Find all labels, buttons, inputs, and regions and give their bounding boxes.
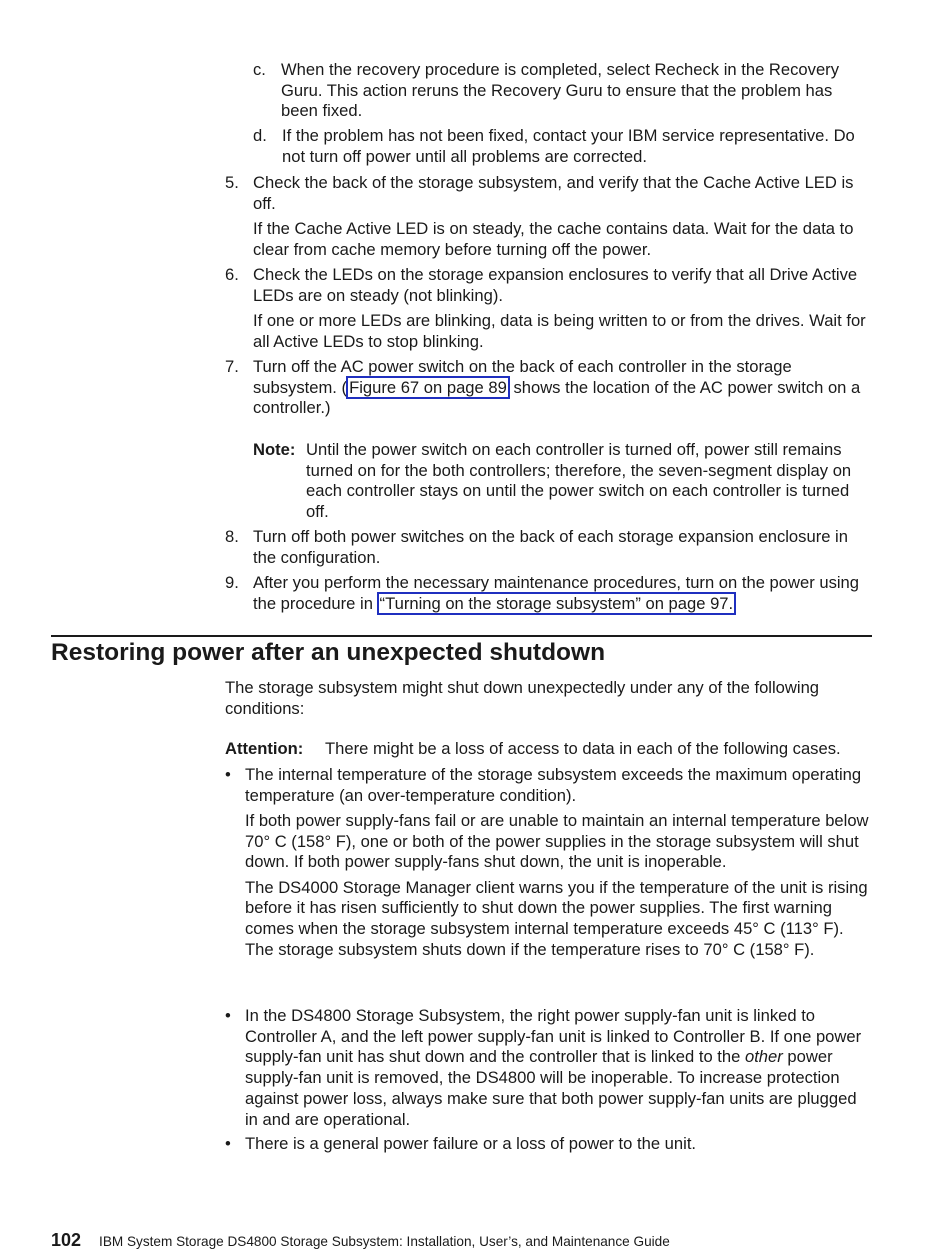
attention-label: Attention: — [225, 739, 304, 758]
step-text: Check the LEDs on the storage expansion enclosures to verify that all Drive Active LEDs are on steady (not blinking). — [253, 265, 858, 305]
intro-text: The storage subsystem might shut down unexpectedly under any of the following conditions: — [225, 678, 820, 718]
step-text: Check the back of the storage subsystem, and verify that the Cache Active LED is off. — [253, 173, 854, 213]
bullet-text: In the DS4800 Storage Subsystem, the right power supply-fan unit is linked to Controller A, and the left power supply-fan unit is linked to Controller B. If one power supply-fan unit has shut down and the controller that is linked to the other power supply-fan unit is removed, the DS4800 will be inoperable. To increase protection against power loss, always make sure that both power supply-fan units are plugged in and are operational. — [245, 1006, 862, 1129]
list-marker: 8. — [225, 527, 239, 546]
list-marker: d. — [253, 126, 267, 145]
step-text: After you perform the necessary maintenance procedures, turn on the power using the procedure in “Turning on the storage subsystem” on page 97. — [253, 573, 860, 613]
section-intro — [225, 678, 875, 719]
step-detail: If the Cache Active LED is on steady, the cache contains data. Wait for the data to clear from cache memory before turning off the power. — [253, 218, 854, 259]
page-number: 102 — [51, 1230, 82, 1250]
page-footer — [51, 1229, 670, 1253]
figure-67-link[interactable]: Figure 67 on page 89 — [346, 376, 510, 399]
attention-text: There might be a loss of access to data in each of the following cases. — [325, 739, 841, 758]
bullet-marker: • — [225, 765, 231, 784]
substep-text: When the recovery procedure is completed, select Recheck in the Recovery Guru. This action reruns the Recovery Guru to ensure that the problem has been fixed. — [281, 60, 839, 121]
bullet-detail: The DS4000 Storage Manager client warns you if the temperature of the unit is rising before it has risen sufficiently to shut down the power supplies. The first warning comes when the storage subsystem internal temperature exceeds 45° C (113° F). The storage subsystem shuts down if the temperature rises to 70° C (158° F). — [245, 877, 868, 959]
bullet-text: The internal temperature of the storage subsystem exceeds the maximum operating temperature (an over-temperature condition). — [245, 765, 862, 805]
bullet-marker: • — [225, 1006, 231, 1025]
turning-on-link[interactable]: “Turning on the storage subsystem” on page 97. — [377, 592, 737, 615]
substep-text: If the problem has not been fixed, contact your IBM service representative. Do not turn off power until all problems are corrected. — [282, 126, 855, 166]
list-marker: 6. — [225, 265, 239, 284]
step-text: Turn off the AC power switch on the back of each controller in the storage subsystem. ( Figure 67 on page 89 shows the location of the AC power switch on a controller.) — [253, 357, 861, 418]
step-detail: If one or more LEDs are blinking, data is being written to or from the drives. Wait for all Active LEDs to stop blinking. — [253, 310, 866, 351]
section-rule — [51, 635, 872, 637]
step-text: Turn off both power switches on the back of each storage expansion enclosure in the configuration. — [253, 527, 848, 567]
bullet-marker: • — [225, 1134, 231, 1153]
list-marker: 5. — [225, 173, 239, 192]
section-heading: Restoring power after an unexpected shutdown — [51, 639, 606, 666]
bullet-detail: If both power supply-fans fail or are unable to maintain an internal temperature below 70° C (158° F), one or both of the power supplies in the storage subsystem will shut down. If both power supply-fans shut down, the unit is inoperable. — [245, 810, 869, 872]
note-text: Until the power switch on each controller is turned off, power still remains turned on for the both controllers; therefore, the seven-segment display on each controller stays on until the power switch on each controller is turned off. — [306, 440, 852, 522]
list-marker: 7. — [225, 357, 239, 376]
footer-title: IBM System Storage DS4800 Storage Subsystem: Installation, User’s, and Maintenance Guide — [99, 1234, 670, 1249]
list-marker: 9. — [225, 573, 239, 592]
bullet-text: There is a general power failure or a loss of power to the unit. — [245, 1134, 697, 1153]
note-label: Note: — [253, 440, 296, 459]
list-marker: c. — [253, 60, 266, 79]
